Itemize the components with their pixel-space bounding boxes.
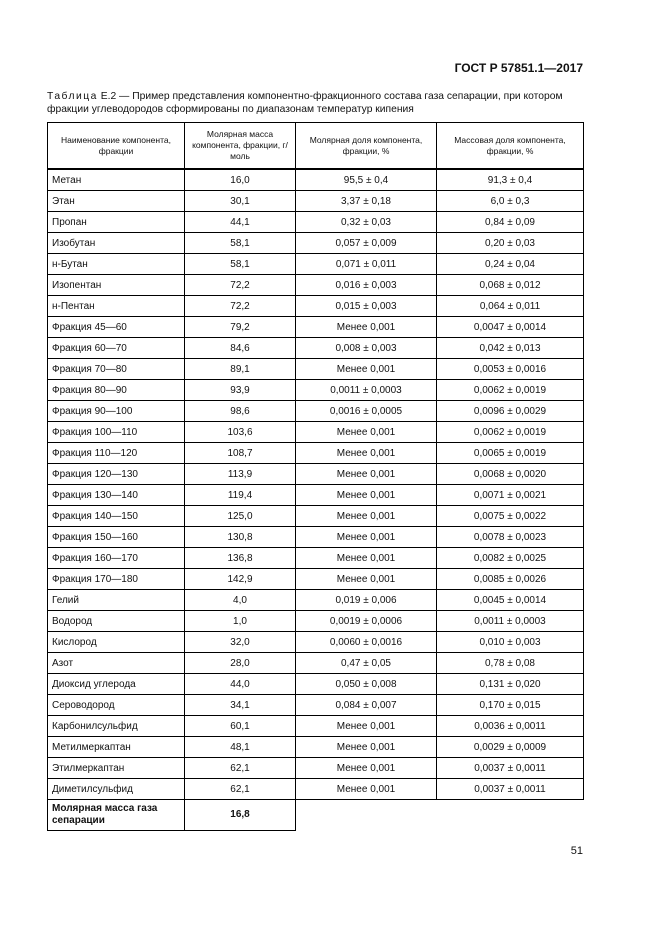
table-row (48, 758, 584, 779)
caption-prefix: Таблица (47, 91, 98, 102)
table-row (48, 169, 584, 191)
table-row (48, 569, 584, 590)
molar-mass: 93,9 (185, 380, 296, 401)
molar-mass: 130,8 (185, 527, 296, 548)
component-name: н-Бутан (48, 254, 185, 275)
table-row (48, 527, 584, 548)
composition-table (47, 122, 584, 831)
component-name: Фракция 170—180 (48, 569, 185, 590)
page-number: 51 (570, 845, 583, 857)
table-row (48, 653, 584, 674)
table-row (48, 485, 584, 506)
molar-mass: 72,2 (185, 296, 296, 317)
table-row (48, 359, 584, 380)
mass-fraction: 0,0037 ± 0,0011 (437, 779, 584, 800)
component-name: Диметилсульфид (48, 779, 185, 800)
molar-mass: 48,1 (185, 737, 296, 758)
component-name: Фракция 160—170 (48, 548, 185, 569)
molar-fraction: Менее 0,001 (296, 758, 437, 779)
mass-fraction: 0,84 ± 0,09 (437, 212, 584, 233)
molar-mass: 16,0 (185, 169, 296, 191)
table-row (48, 380, 584, 401)
table-row (48, 611, 584, 632)
molar-mass: 44,1 (185, 212, 296, 233)
molar-mass: 79,2 (185, 317, 296, 338)
mass-fraction: 0,131 ± 0,020 (437, 674, 584, 695)
component-name: Этан (48, 191, 185, 212)
mass-fraction: 0,0037 ± 0,0011 (437, 758, 584, 779)
molar-mass: 125,0 (185, 506, 296, 527)
molar-fraction: 3,37 ± 0,18 (296, 191, 437, 212)
molar-mass: 58,1 (185, 233, 296, 254)
molar-fraction: Менее 0,001 (296, 464, 437, 485)
empty-cell (437, 800, 584, 831)
table-row (48, 674, 584, 695)
mass-fraction: 0,0075 ± 0,0022 (437, 506, 584, 527)
molar-mass: 62,1 (185, 758, 296, 779)
component-name: Фракция 90—100 (48, 401, 185, 422)
table-row (48, 191, 584, 212)
molar-mass: 62,1 (185, 779, 296, 800)
table-row (48, 212, 584, 233)
molar-mass: 58,1 (185, 254, 296, 275)
component-name: Гелий (48, 590, 185, 611)
molar-fraction: 0,0011 ± 0,0003 (296, 380, 437, 401)
table-row (48, 632, 584, 653)
molar-fraction: Менее 0,001 (296, 443, 437, 464)
mass-fraction: 0,0011 ± 0,0003 (437, 611, 584, 632)
component-name: Фракция 100—110 (48, 422, 185, 443)
mass-fraction: 0,0082 ± 0,0025 (437, 548, 584, 569)
table-row (48, 548, 584, 569)
mass-fraction: 0,0068 ± 0,0020 (437, 464, 584, 485)
component-name: Фракция 60—70 (48, 338, 185, 359)
component-name: Сероводород (48, 695, 185, 716)
component-name: Азот (48, 653, 185, 674)
molar-mass: 30,1 (185, 191, 296, 212)
component-name: Фракция 130—140 (48, 485, 185, 506)
table-row (48, 464, 584, 485)
table-row (48, 233, 584, 254)
mass-fraction: 0,0029 ± 0,0009 (437, 737, 584, 758)
molar-fraction: 0,050 ± 0,008 (296, 674, 437, 695)
component-name: Фракция 70—80 (48, 359, 185, 380)
mass-fraction: 0,0062 ± 0,0019 (437, 422, 584, 443)
component-name: н-Пентан (48, 296, 185, 317)
document-id: ГОСТ Р 57851.1—2017 (454, 61, 583, 75)
molar-mass: 60,1 (185, 716, 296, 737)
molar-fraction: 0,47 ± 0,05 (296, 653, 437, 674)
molar-fraction: Менее 0,001 (296, 569, 437, 590)
mass-fraction: 0,0078 ± 0,0023 (437, 527, 584, 548)
mass-fraction: 0,78 ± 0,08 (437, 653, 584, 674)
molar-mass: 4,0 (185, 590, 296, 611)
table-row (48, 716, 584, 737)
molar-fraction: 0,057 ± 0,009 (296, 233, 437, 254)
column-header: Массовая доля компонента, фракции, % (437, 123, 584, 170)
mass-fraction: 0,24 ± 0,04 (437, 254, 584, 275)
component-name: Карбонилсульфид (48, 716, 185, 737)
molar-fraction: 0,0016 ± 0,0005 (296, 401, 437, 422)
molar-fraction: Менее 0,001 (296, 506, 437, 527)
mass-fraction: 0,20 ± 0,03 (437, 233, 584, 254)
total-row (48, 800, 584, 831)
column-header: Молярная масса компонента, фракции, г/моль (185, 123, 296, 170)
molar-fraction: Менее 0,001 (296, 737, 437, 758)
mass-fraction: 0,0036 ± 0,0011 (437, 716, 584, 737)
total-label: Молярная масса газа сепарации (48, 800, 185, 831)
molar-mass: 142,9 (185, 569, 296, 590)
empty-cell (296, 800, 437, 831)
molar-mass: 72,2 (185, 275, 296, 296)
molar-fraction: Менее 0,001 (296, 422, 437, 443)
table-row (48, 506, 584, 527)
component-name: Фракция 120—130 (48, 464, 185, 485)
mass-fraction: 0,042 ± 0,013 (437, 338, 584, 359)
mass-fraction: 0,0096 ± 0,0029 (437, 401, 584, 422)
component-name: Фракция 140—150 (48, 506, 185, 527)
component-name: Фракция 150—160 (48, 527, 185, 548)
molar-mass: 113,9 (185, 464, 296, 485)
mass-fraction: 0,064 ± 0,011 (437, 296, 584, 317)
mass-fraction: 0,0062 ± 0,0019 (437, 380, 584, 401)
component-name: Изобутан (48, 233, 185, 254)
mass-fraction: 0,0071 ± 0,0021 (437, 485, 584, 506)
column-header: Наименование компонента, фракции (48, 123, 185, 170)
mass-fraction: 91,3 ± 0,4 (437, 169, 584, 191)
molar-fraction: 0,019 ± 0,006 (296, 590, 437, 611)
table-caption (47, 90, 583, 116)
component-name: Фракция 80—90 (48, 380, 185, 401)
component-name: Водород (48, 611, 185, 632)
molar-mass: 34,1 (185, 695, 296, 716)
table-row (48, 737, 584, 758)
molar-mass: 103,6 (185, 422, 296, 443)
molar-fraction: 0,084 ± 0,007 (296, 695, 437, 716)
mass-fraction: 0,010 ± 0,003 (437, 632, 584, 653)
component-name: Фракция 110—120 (48, 443, 185, 464)
mass-fraction: 0,0065 ± 0,0019 (437, 443, 584, 464)
component-name: Изопентан (48, 275, 185, 296)
molar-fraction: 0,071 ± 0,011 (296, 254, 437, 275)
molar-fraction: Менее 0,001 (296, 527, 437, 548)
mass-fraction: 0,0053 ± 0,0016 (437, 359, 584, 380)
molar-mass: 108,7 (185, 443, 296, 464)
table-row (48, 401, 584, 422)
molar-fraction: Менее 0,001 (296, 548, 437, 569)
molar-fraction: Менее 0,001 (296, 317, 437, 338)
molar-mass: 136,8 (185, 548, 296, 569)
molar-fraction: 0,0019 ± 0,0006 (296, 611, 437, 632)
molar-mass: 44,0 (185, 674, 296, 695)
component-name: Пропан (48, 212, 185, 233)
table-row (48, 422, 584, 443)
table-row (48, 779, 584, 800)
molar-mass: 98,6 (185, 401, 296, 422)
table-row (48, 254, 584, 275)
molar-fraction: 0,0060 ± 0,0016 (296, 632, 437, 653)
molar-fraction: 0,016 ± 0,003 (296, 275, 437, 296)
molar-mass: 89,1 (185, 359, 296, 380)
mass-fraction: 0,0045 ± 0,0014 (437, 590, 584, 611)
table-row (48, 338, 584, 359)
molar-fraction: 0,008 ± 0,003 (296, 338, 437, 359)
mass-fraction: 0,0047 ± 0,0014 (437, 317, 584, 338)
mass-fraction: 6,0 ± 0,3 (437, 191, 584, 212)
table-row (48, 443, 584, 464)
component-name: Фракция 45—60 (48, 317, 185, 338)
molar-mass: 28,0 (185, 653, 296, 674)
molar-fraction: Менее 0,001 (296, 359, 437, 380)
molar-mass: 119,4 (185, 485, 296, 506)
molar-fraction: 0,015 ± 0,003 (296, 296, 437, 317)
table-header-row (48, 123, 584, 170)
component-name: Диоксид углерода (48, 674, 185, 695)
component-name: Этилмеркаптан (48, 758, 185, 779)
molar-mass: 1,0 (185, 611, 296, 632)
molar-fraction: 95,5 ± 0,4 (296, 169, 437, 191)
molar-fraction: Менее 0,001 (296, 485, 437, 506)
table-row (48, 695, 584, 716)
molar-fraction: 0,32 ± 0,03 (296, 212, 437, 233)
table-row (48, 590, 584, 611)
table-row (48, 317, 584, 338)
molar-fraction: Менее 0,001 (296, 779, 437, 800)
caption-text: Е.2 — Пример представления компонентно-фракционного состава газа сепарации, при котором фракции углеводородов сформированы по диапазонам температур кипения (47, 91, 563, 115)
mass-fraction: 0,170 ± 0,015 (437, 695, 584, 716)
table-row (48, 275, 584, 296)
molar-mass: 32,0 (185, 632, 296, 653)
component-name: Метилмеркаптан (48, 737, 185, 758)
table-row (48, 296, 584, 317)
total-value: 16,8 (185, 800, 296, 831)
component-name: Кислород (48, 632, 185, 653)
molar-fraction: Менее 0,001 (296, 716, 437, 737)
mass-fraction: 0,068 ± 0,012 (437, 275, 584, 296)
column-header: Молярная доля компонента, фракции, % (296, 123, 437, 170)
component-name: Метан (48, 169, 185, 191)
mass-fraction: 0,0085 ± 0,0026 (437, 569, 584, 590)
molar-mass: 84,6 (185, 338, 296, 359)
